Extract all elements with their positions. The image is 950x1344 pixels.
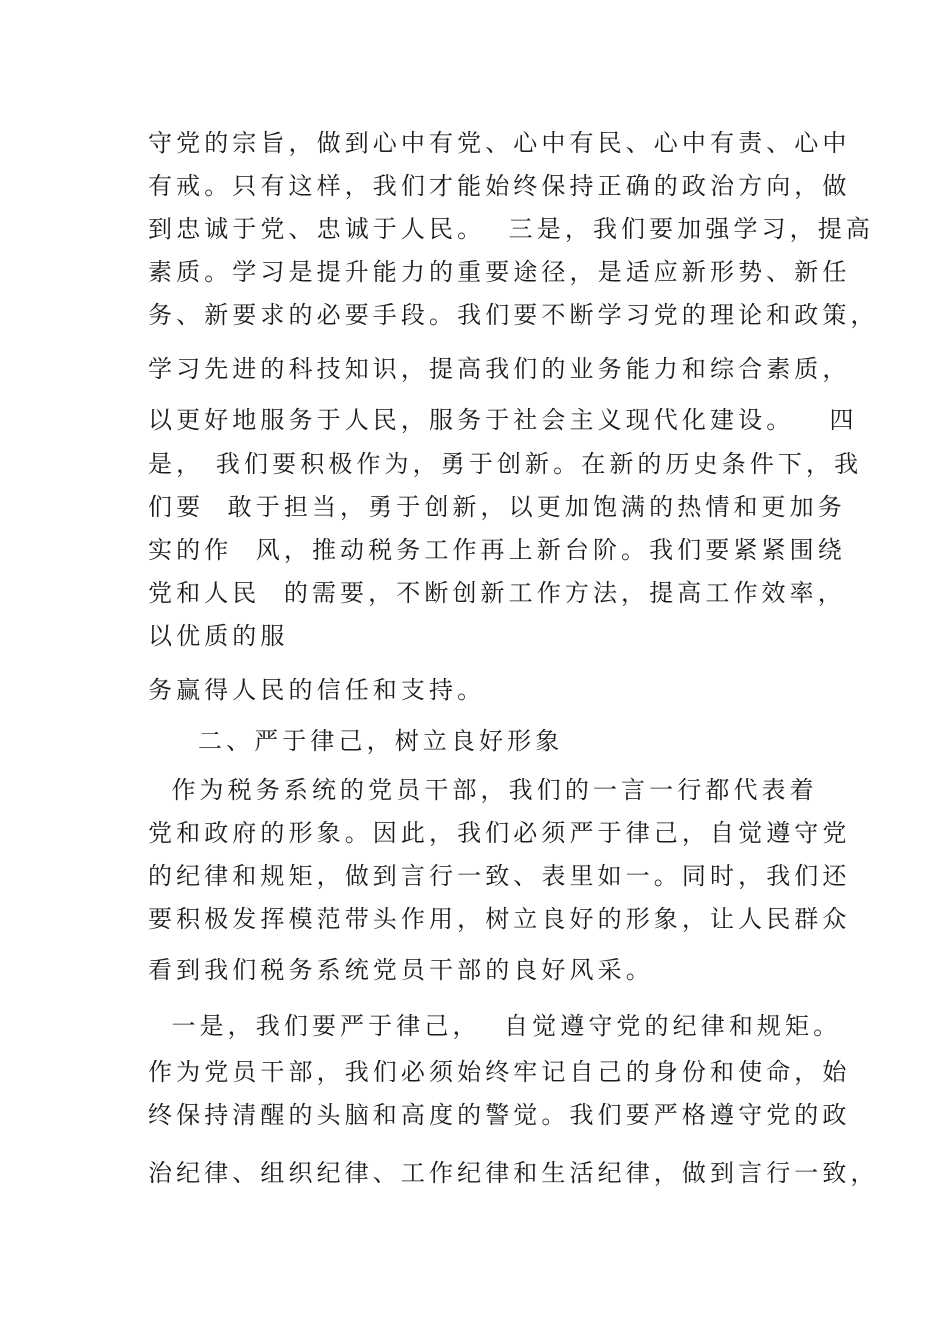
text-line: 守党的宗旨，做到心中有党、心中有民、心中有责、心中: [148, 129, 851, 157]
text-line: 务赢得人民的信任和支持。: [148, 676, 486, 704]
text-line: 终保持清醒的头脑和高度的警觉。我们要严格遵守党的政: [148, 1101, 851, 1129]
text-line: 作为党员干部，我们必须始终牢记自己的身份和使命，始: [148, 1058, 851, 1086]
text-line: 素质。学习是提升能力的重要途径，是适应新形势、新任: [148, 258, 851, 286]
text-line: 党和政府的形象。因此，我们必须严于律己，自觉遵守党: [148, 819, 851, 847]
text-line: 学习先进的科技知识，提高我们的业务能力和综合素质，: [148, 355, 851, 383]
text-line: 一是，我们要严于律己， 自觉遵守党的纪律和规矩。: [148, 1012, 842, 1040]
text-line: 治纪律、组织纪律、工作纪律和生活纪律，做到言行一致，: [148, 1159, 879, 1187]
text-line: 们要 敢于担当，勇于创新，以更加饱满的热情和更加务: [148, 493, 846, 521]
text-line: 的纪律和规矩，做到言行一致、表里如一。同时，我们还: [148, 862, 851, 890]
text-line: 务、新要求的必要手段。我们要不断学习党的理论和政策，: [148, 301, 879, 329]
text-line: 到忠诚于党、忠诚于人民。 三是，我们要加强学习，提高: [148, 215, 874, 243]
text-line: 作为税务系统的党员干部，我们的一言一行都代表着: [148, 776, 818, 804]
text-line: 以更好地服务于人民，服务于社会主义现代化建设。 四: [148, 406, 858, 434]
text-line: 要积极发挥模范带头作用，树立良好的形象，让人民群众: [148, 905, 851, 933]
text-line: 实的作 风，推动税务工作再上新台阶。我们要紧紧围绕: [148, 536, 846, 564]
text-line: 党和人民 的需要，不断创新工作方法，提高工作效率，: [148, 579, 846, 607]
section-heading: 二、严于律己，树立良好形象: [198, 727, 564, 755]
text-line: 以优质的服: [148, 622, 289, 650]
text-line: 看到我们税务系统党员干部的良好风采。: [148, 956, 654, 984]
text-line: 是， 我们要积极作为，勇于创新。在新的历史条件下，我: [148, 450, 863, 478]
text-line: 有戒。只有这样，我们才能始终保持正确的政治方向，做: [148, 172, 851, 200]
